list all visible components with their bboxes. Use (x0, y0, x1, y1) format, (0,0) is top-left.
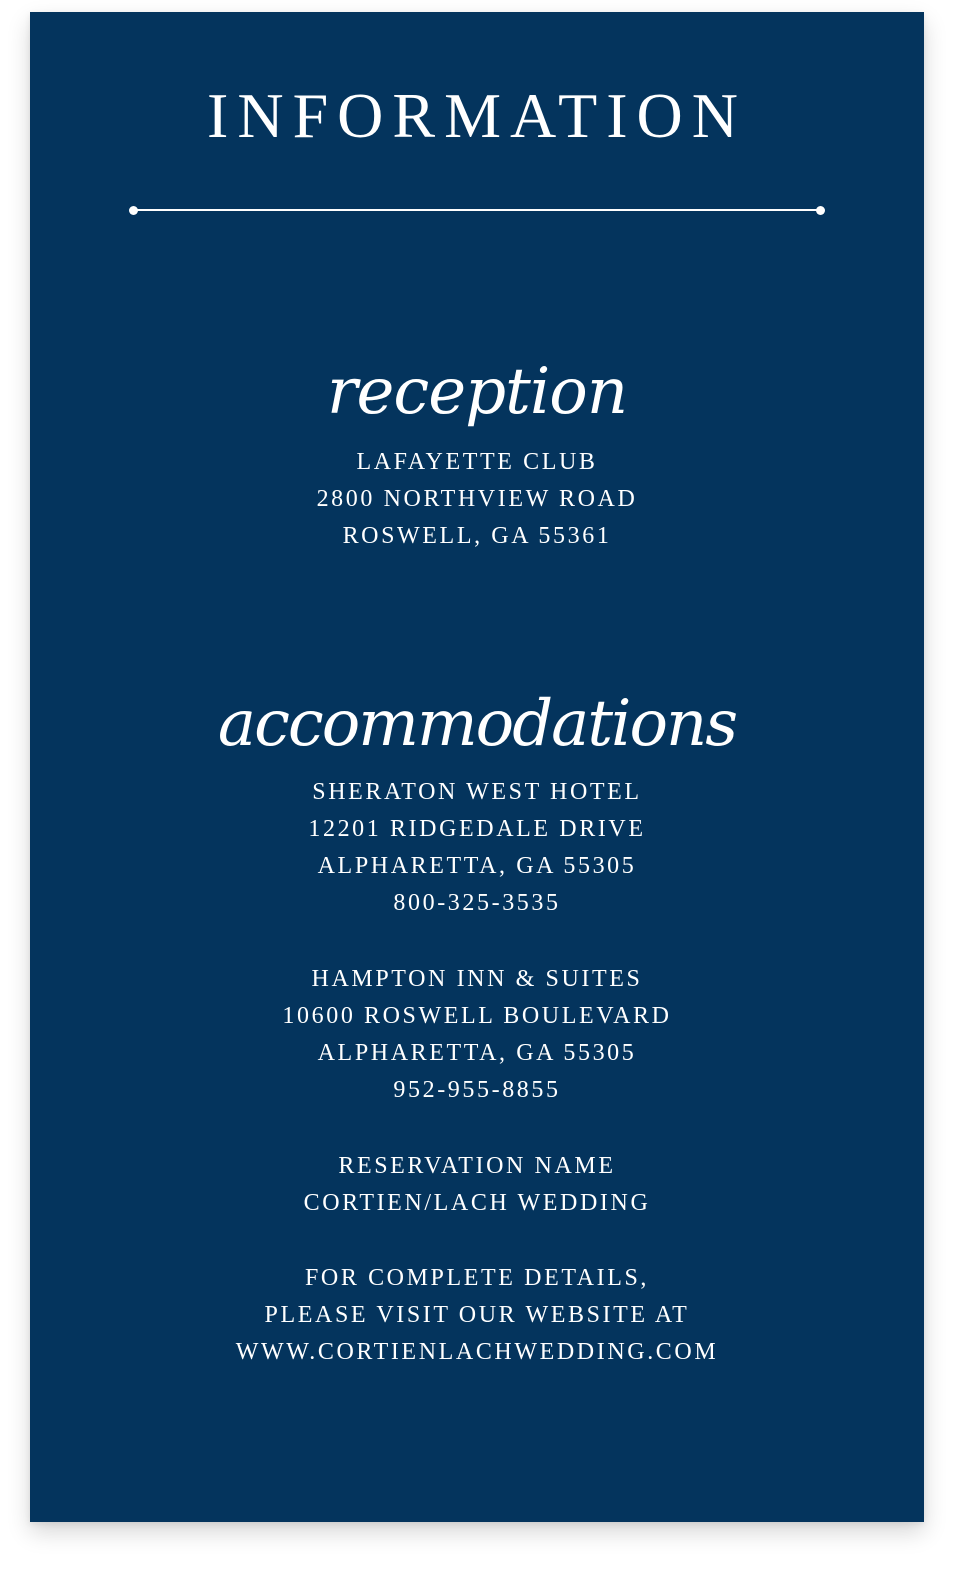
reception-city: ROSWELL, GA 55361 (342, 523, 612, 549)
reservation-name: CORTIEN/LACH WEDDING (303, 1190, 651, 1216)
hotel-street: 10600 ROSWELL BOULEVARD (282, 1003, 672, 1029)
website-url: WWW.CORTIENLACHWEDDING.COM (235, 1339, 719, 1365)
divider-line (133, 209, 821, 211)
reception-address (30, 444, 924, 555)
divider-dot-left (129, 206, 138, 215)
hotel-street: 12201 RIDGEDALE DRIVE (308, 816, 646, 842)
hotel-phone: 952-955-8855 (393, 1077, 561, 1103)
details-line-2: PLEASE VISIT OUR WEBSITE AT (264, 1302, 690, 1328)
reservation-label: RESERVATION NAME (338, 1153, 616, 1179)
website-details (30, 1260, 924, 1371)
reception-street: 2800 NORTHVIEW ROAD (316, 486, 638, 512)
divider-dot-right (816, 206, 825, 215)
hotel-sheraton (30, 774, 924, 922)
hotel-city: ALPHARETTA, GA 55305 (317, 1040, 637, 1066)
reception-heading: reception (326, 355, 628, 429)
hotel-hampton (30, 961, 924, 1109)
hotel-city: ALPHARETTA, GA 55305 (317, 853, 637, 879)
information-card (30, 12, 924, 1522)
title-divider (129, 204, 825, 216)
hotel-phone: 800-325-3535 (393, 890, 561, 916)
reception-venue: LAFAYETTE CLUB (356, 449, 598, 475)
hotel-name: HAMPTON INN & SUITES (311, 966, 643, 992)
hotel-name: SHERATON WEST HOTEL (312, 779, 642, 805)
accommodations-heading: accommodations (217, 687, 737, 761)
details-line-1: FOR COMPLETE DETAILS, (304, 1265, 650, 1291)
reservation-info (30, 1148, 924, 1222)
card-title: INFORMATION (207, 80, 747, 151)
